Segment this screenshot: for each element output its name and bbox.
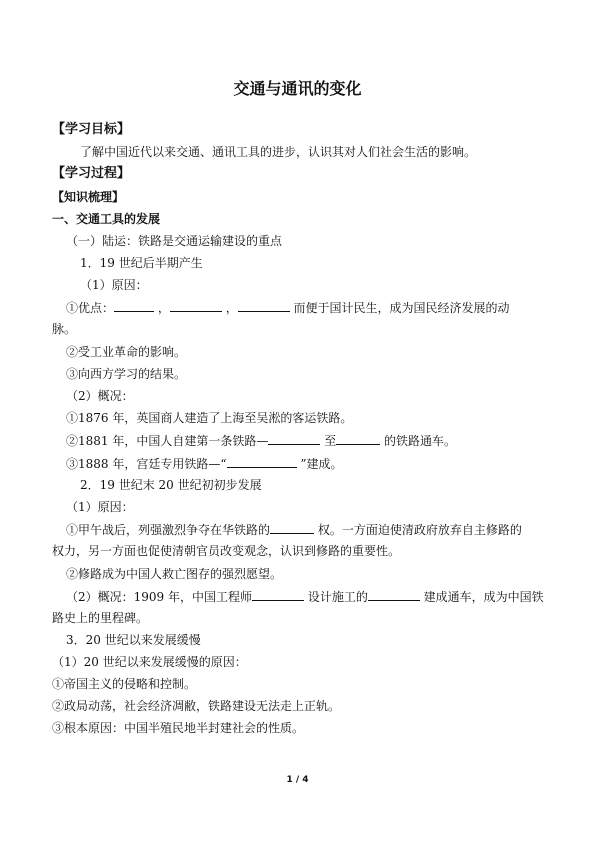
section-heading-transport: 一、交通工具的发展 [52, 212, 161, 226]
fill-blank [227, 456, 297, 468]
text-line: （一）陆运：铁路是交通运输建设的重点 [66, 234, 283, 248]
fill-blank [170, 300, 222, 312]
text-line: （1）20 世纪以来发展缓慢的原因： [52, 655, 247, 669]
text-line: ②修路成为中国人救亡图存的强烈愿望。 [66, 567, 283, 581]
text-line: 2．19 世纪末 20 世纪初初步发展 [80, 478, 262, 492]
text-line-blanks: ①优点： ， ， 而便于国计民生，成为国民经济发展的动 [66, 301, 510, 315]
text-line: 脉。 [52, 322, 77, 336]
fill-blank [336, 433, 380, 445]
text-line: 3．20 世纪以来发展缓慢 [66, 633, 201, 647]
fill-blank [268, 433, 320, 445]
text-line: 1．19 世纪后半期产生 [80, 256, 203, 270]
learning-goals-heading: 【学习目标】 [52, 122, 131, 137]
learning-process-heading: 【学习过程】 [52, 166, 131, 181]
text-line: （1）原因： [80, 278, 148, 292]
fill-blank [270, 522, 314, 534]
page-title: 交通与通讯的变化 [233, 79, 362, 98]
knowledge-review-heading: 【知识梳理】 [52, 190, 125, 204]
fill-blank [252, 589, 304, 601]
text-line: （1）原因： [66, 500, 134, 514]
text-line: ③根本原因：中国半殖民地半封建社会的性质。 [52, 721, 305, 735]
page-number: 1 / 4 [286, 775, 309, 785]
text-line-blanks: ②1881 年，中国人自建第一条铁路— 至 的铁路通车。 [66, 434, 457, 448]
text-line: ③向西方学习的结果。 [66, 367, 187, 381]
text-line: ②政局动荡，社会经济凋敝，铁路建设无法走上正轨。 [52, 699, 341, 713]
text-line: ①1876 年，英国商人建造了上海至吴淞的客运铁路。 [66, 411, 353, 425]
text-line: 路史上的里程碑。 [52, 611, 149, 625]
fill-blank [114, 300, 154, 312]
learning-goals-text: 了解中国近代以来交通、通讯工具的进步，认识其对人们社会生活的影响。 [80, 145, 477, 159]
text-line: ①帝国主义的侵略和控制。 [52, 677, 197, 691]
text-line: 权力，另一方面也促使清朝官员改变观念，认识到修路的重要性。 [52, 544, 401, 558]
fill-blank [368, 589, 420, 601]
text-line-blanks: ③1888 年，宫廷专用铁路—“ ”建成。 [66, 457, 343, 471]
text-line-blanks: ①甲午战后，列强激烈争夺在华铁路的 权。一方面迫使清政府放弃自主修路的 [66, 523, 522, 537]
text-line: （2）概况： [66, 389, 134, 403]
text-line: ②受工业革命的影响。 [66, 345, 187, 359]
text-line-blanks: （2）概况：1909 年，中国工程师 设计施工的 建成通车，成为中国铁 [66, 590, 544, 604]
fill-blank [238, 300, 290, 312]
